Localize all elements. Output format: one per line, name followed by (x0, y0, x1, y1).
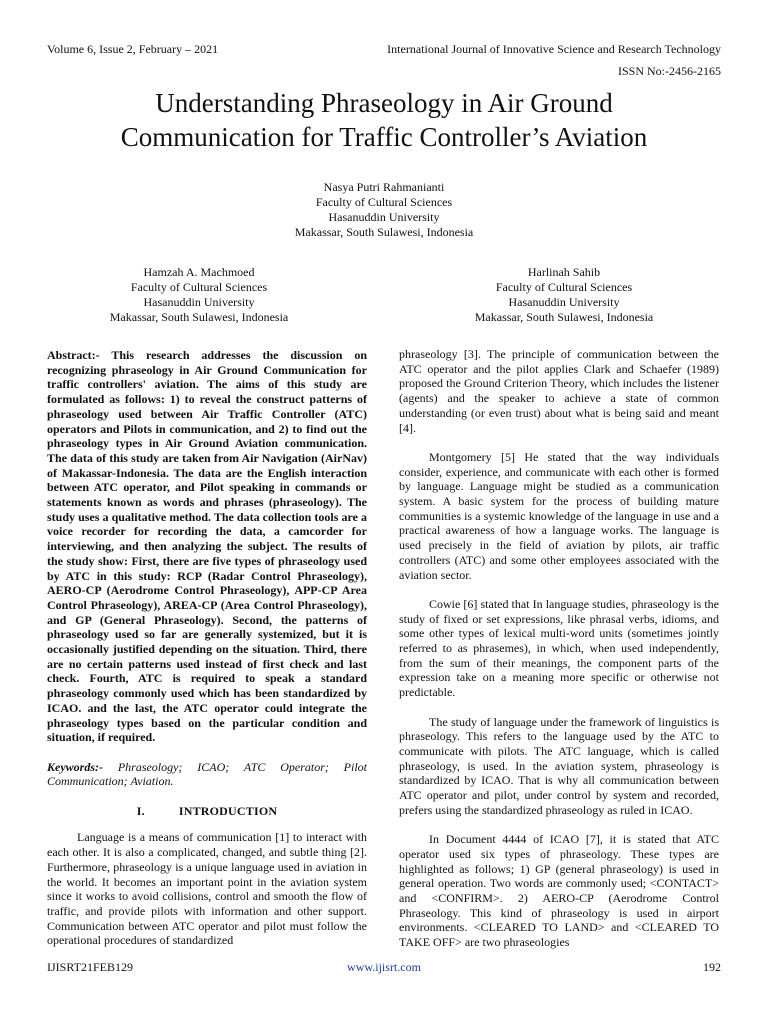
body-paragraph: The study of language under the framework of linguistics is phraseology. This refers to the language used by the ATC to communicate with pilots. The ATC language, which is called phraseology, is used. In the aviation system, phraseology is standardized by ICAO. That is why all communication between ATC operator and pilot, under control by system and recorded, prefers using the standardized phraseology as ruled in ICAO. (399, 714, 719, 817)
keywords-text: Phraseology; ICAO; ATC Operator; Pilot Communication; Aviation. (47, 759, 368, 789)
title-line-2: Communication for Traffic Controller’s Aviation (120, 122, 648, 152)
author-university: Hasanuddin University (143, 295, 255, 309)
right-column (399, 347, 719, 964)
issn: ISSN No:-2456-2165 (617, 64, 721, 78)
section-heading (47, 804, 367, 819)
running-header-volume: Volume 6, Issue 2, February – 2021 (47, 42, 219, 56)
author-name: Nasya Putri Rahmanianti (323, 180, 445, 194)
author-block-2 (74, 265, 324, 325)
author-name: Harlinah Sahib (527, 265, 601, 279)
author-location: Makassar, South Sulawesi, Indonesia (109, 310, 289, 324)
author-location: Makassar, South Sulawesi, Indonesia (294, 225, 474, 239)
author-location: Makassar, South Sulawesi, Indonesia (474, 310, 654, 324)
section-title: INTRODUCTION (178, 803, 278, 818)
keywords (47, 760, 367, 789)
author-university: Hasanuddin University (328, 210, 440, 224)
footer-paper-id: IJISRT21FEB129 (47, 960, 133, 974)
body-paragraph: phraseology [3]. The principle of communication between the ATC operator and the pilot applies Clark and Schaefer (1989) proposed the Ground Criterion Theory, which includes the listener (agents) and the speaker to achieve a state of common understanding (or even trust) about what is being said and meant [4]. (399, 347, 719, 435)
page-number: 192 (703, 960, 721, 974)
author-block-1 (234, 180, 534, 240)
title-line-1: Understanding Phraseology in Air Ground (155, 88, 613, 118)
body-paragraph: Cowie [6] stated that In language studies, phraseology is the study of fixed or set expressions, like phrasal verbs, idioms, and some other types of lexical multi-word units (sometimes jointly referred to as phrasemes), in which, when used independently, from the sum of their meanings, the component parts of the expression take on a meaning more specific or otherwise not predictable. (399, 596, 719, 700)
section-number: I. (136, 803, 145, 818)
keywords-label: Keywords:- (47, 759, 103, 774)
footer-website-link[interactable]: www.ijisrt.com (347, 960, 421, 974)
author-university: Hasanuddin University (508, 295, 620, 309)
running-header-journal: International Journal of Innovative Science and Research Technology (387, 42, 721, 56)
paper-title (40, 86, 728, 154)
author-faculty: Faculty of Cultural Sciences (315, 195, 453, 209)
abstract: Abstract:- This research addresses the discussion on recognizing phraseology in Air Ground Communication for traffic controllers' aviation. The aims of this study are formulated as follows: 1) to reveal the construct patterns of phraseology used between Air Traffic Controller (ATC) operators and Pilots in communication, and 2) to find out the phraseology types in Air Ground Aviation communication. The data of this study are taken from Air Navigation (AirNav) of Makassar-Indonesia. The data are the English interaction between ATC operator, and Pilot speaking in commands or statements known as words and phrases (phraseology). The study uses a qualitative method. The data collection tools are a voice recorder for recording the data, a camcorder for interviewing, and then analyzing the subject. The results of the study show: First, there are five types of phraseology used by ATC in this study: RCP (Radar Control Phraseology), AERO-CP (Aerodrome Control Phraseology), APP-CP Area Control Phraseology), AREA-CP (Area Control Phraseology), and GP (General Phraseology). Second, the patterns of phraseology used so far are generally systemized, but it is occasionally justified depending on the situation. Third, there are no certain patterns used instead of first check and last check. Fourth, ATC is required to speak a standard phraseology commonly used which has been standardized by ICAO. and the last, the ATC operator could integrate the phraseology types based on the particular condition and situation, if required. (47, 348, 367, 745)
author-name: Hamzah A. Machmoed (143, 265, 255, 279)
author-faculty: Faculty of Cultural Sciences (130, 280, 268, 294)
body-paragraph: Montgomery [5] He stated that the way individuals consider, experience, and communicate with each other is formed by language. Language might be studied as a communication system. A basic system for the process of building mature communities is a systemic knowledge of the language in use and a practical awareness of how a language works. The language is used precisely in the field of aviation by pilots, air traffic controllers (ATC) and some other employees associated with the aviation sector. (399, 449, 719, 582)
intro-paragraph: Language is a means of communication [1] to interact with each other. It is also a complicated, changed, and subtle thing [2]. Furthermore, phraseology is a unique language used in aviation in the world. It becomes an important point in the aviation system since it works to avoid collisions, control and smooth the flow of traffic, and provide pilots with information and other support. Communication between ATC operator and pilot must follow the operational procedures of standardized (47, 830, 367, 948)
author-faculty: Faculty of Cultural Sciences (495, 280, 633, 294)
left-column (47, 348, 367, 963)
body-paragraph: In Document 4444 of ICAO [7], it is stated that ATC operator used six types of phraseology. These types are highlighted as follows; 1) GP (general phraseology) is used in general operation. Two words are commonly used; <CONTACT> and <CONFIRM>. 2) AERO-CP (Aerodrome Control Phraseology. This kind of phraseology is used in airport environments. <CLEARED TO LAND> and <CLEARED TO TAKE OFF> are two phraseologies (399, 832, 719, 950)
author-block-3 (439, 265, 689, 325)
